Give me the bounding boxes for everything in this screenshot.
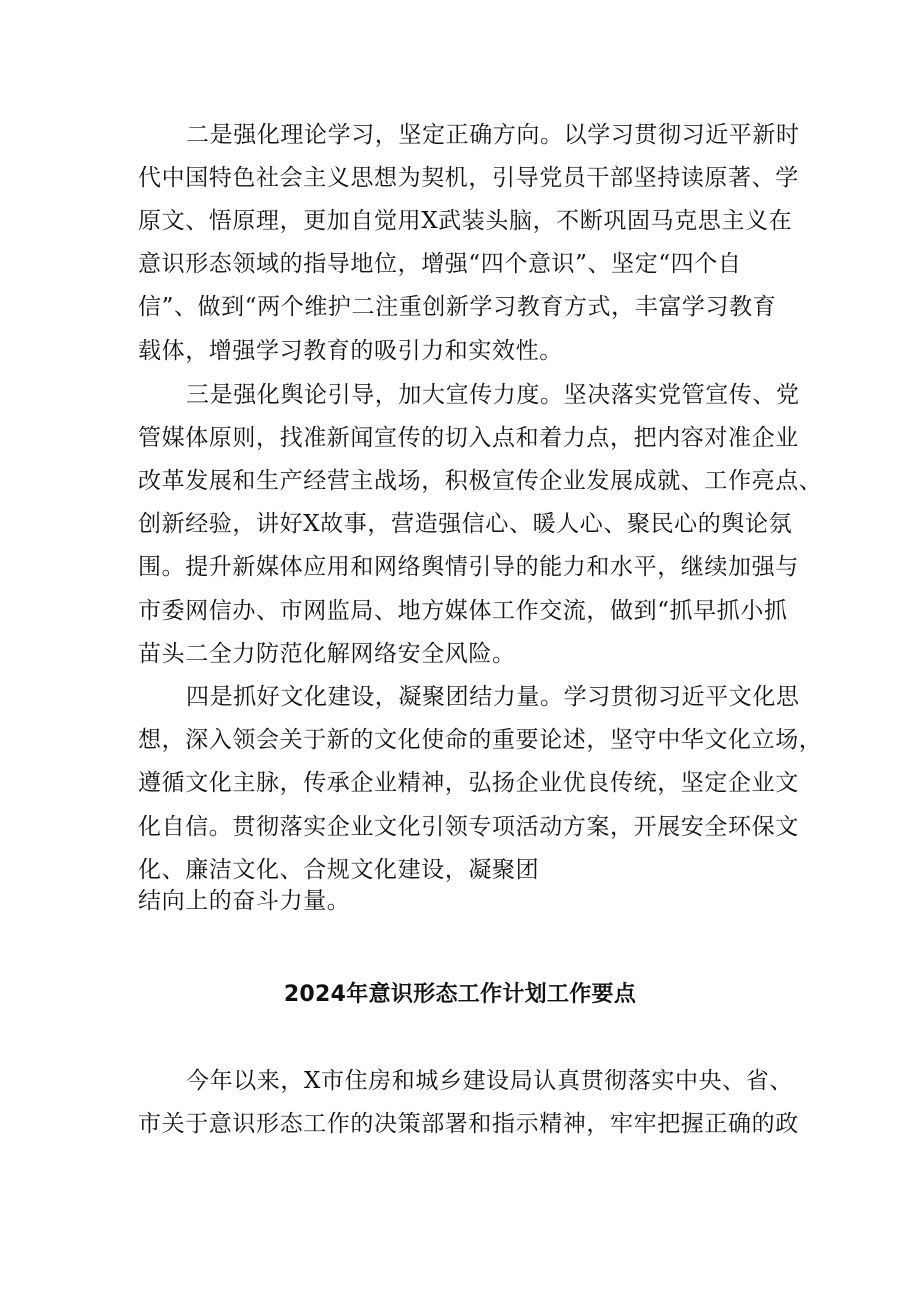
text-line: 载体，增强学习教育的吸引力和实效性。: [138, 338, 563, 364]
text-line: 管媒体原则，找准新闻宣传的切入点和着力点，把内容对准企业: [138, 425, 799, 451]
text-line: 三是强化舆论引导，加大宣传力度。坚决落实党管宣传、党: [186, 382, 800, 408]
text-line: 信”、做到“两个维护二注重创新学习教育方式，丰富学习教育: [138, 294, 777, 320]
text-line: 改革发展和生产经营主战场，积极宣传企业发展成就、工作亮点、: [138, 468, 823, 494]
text-line: 结向上的奋斗力量。: [138, 888, 351, 914]
text-line: 四是抓好文化建设，凝聚团结力量。学习贯彻习近平文化思: [186, 684, 800, 710]
text-line: 苗头二全力防范化解网络安全风险。: [138, 641, 516, 667]
text-line: 想，深入领会关于新的文化使命的重要论述，坚守中华文化立场，: [138, 727, 823, 753]
text-line: 原文、悟原理，更加自觉用X武装头脑，不断巩固马克思主义在: [138, 208, 793, 234]
text-line: 市委网信办、市网监局、地方媒体工作交流，做到“抓早抓小抓: [138, 598, 788, 624]
text-line: 市关于意识形态工作的决策部署和指示精神，牢牢把握正确的政: [138, 1111, 799, 1137]
text-line: 代中国特色社会主义思想为契机，引导党员干部坚持读原著、学: [138, 165, 799, 191]
text-line: 今年以来，X市住房和城乡建设局认真贯彻落实中央、省、: [186, 1068, 793, 1094]
text-line: 意识形态领域的指导地位，增强“四个意识”、坚定“四个自: [138, 251, 742, 277]
section-title: 2024年意识形态工作计划工作要点: [283, 982, 637, 1007]
text-line: 二是强化理论学习，坚定正确方向。以学习贯彻习近平新时: [186, 122, 800, 148]
text-line: 化自信。贯彻落实企业文化引领专项活动方案，开展安全环保文: [138, 814, 799, 840]
text-line: 创新经验，讲好X故事，营造强信心、暖人心、聚民心的舆论氛: [138, 511, 793, 537]
text-line: 遵循文化主脉，传承企业精神，弘扬企业优良传统，坚定企业文: [138, 770, 799, 796]
text-line: 围。提升新媒体应用和网络舆情引导的能力和水平，继续加强与: [138, 554, 799, 580]
text-line: 化、廉洁文化、合规文化建设，凝聚团: [138, 857, 540, 883]
